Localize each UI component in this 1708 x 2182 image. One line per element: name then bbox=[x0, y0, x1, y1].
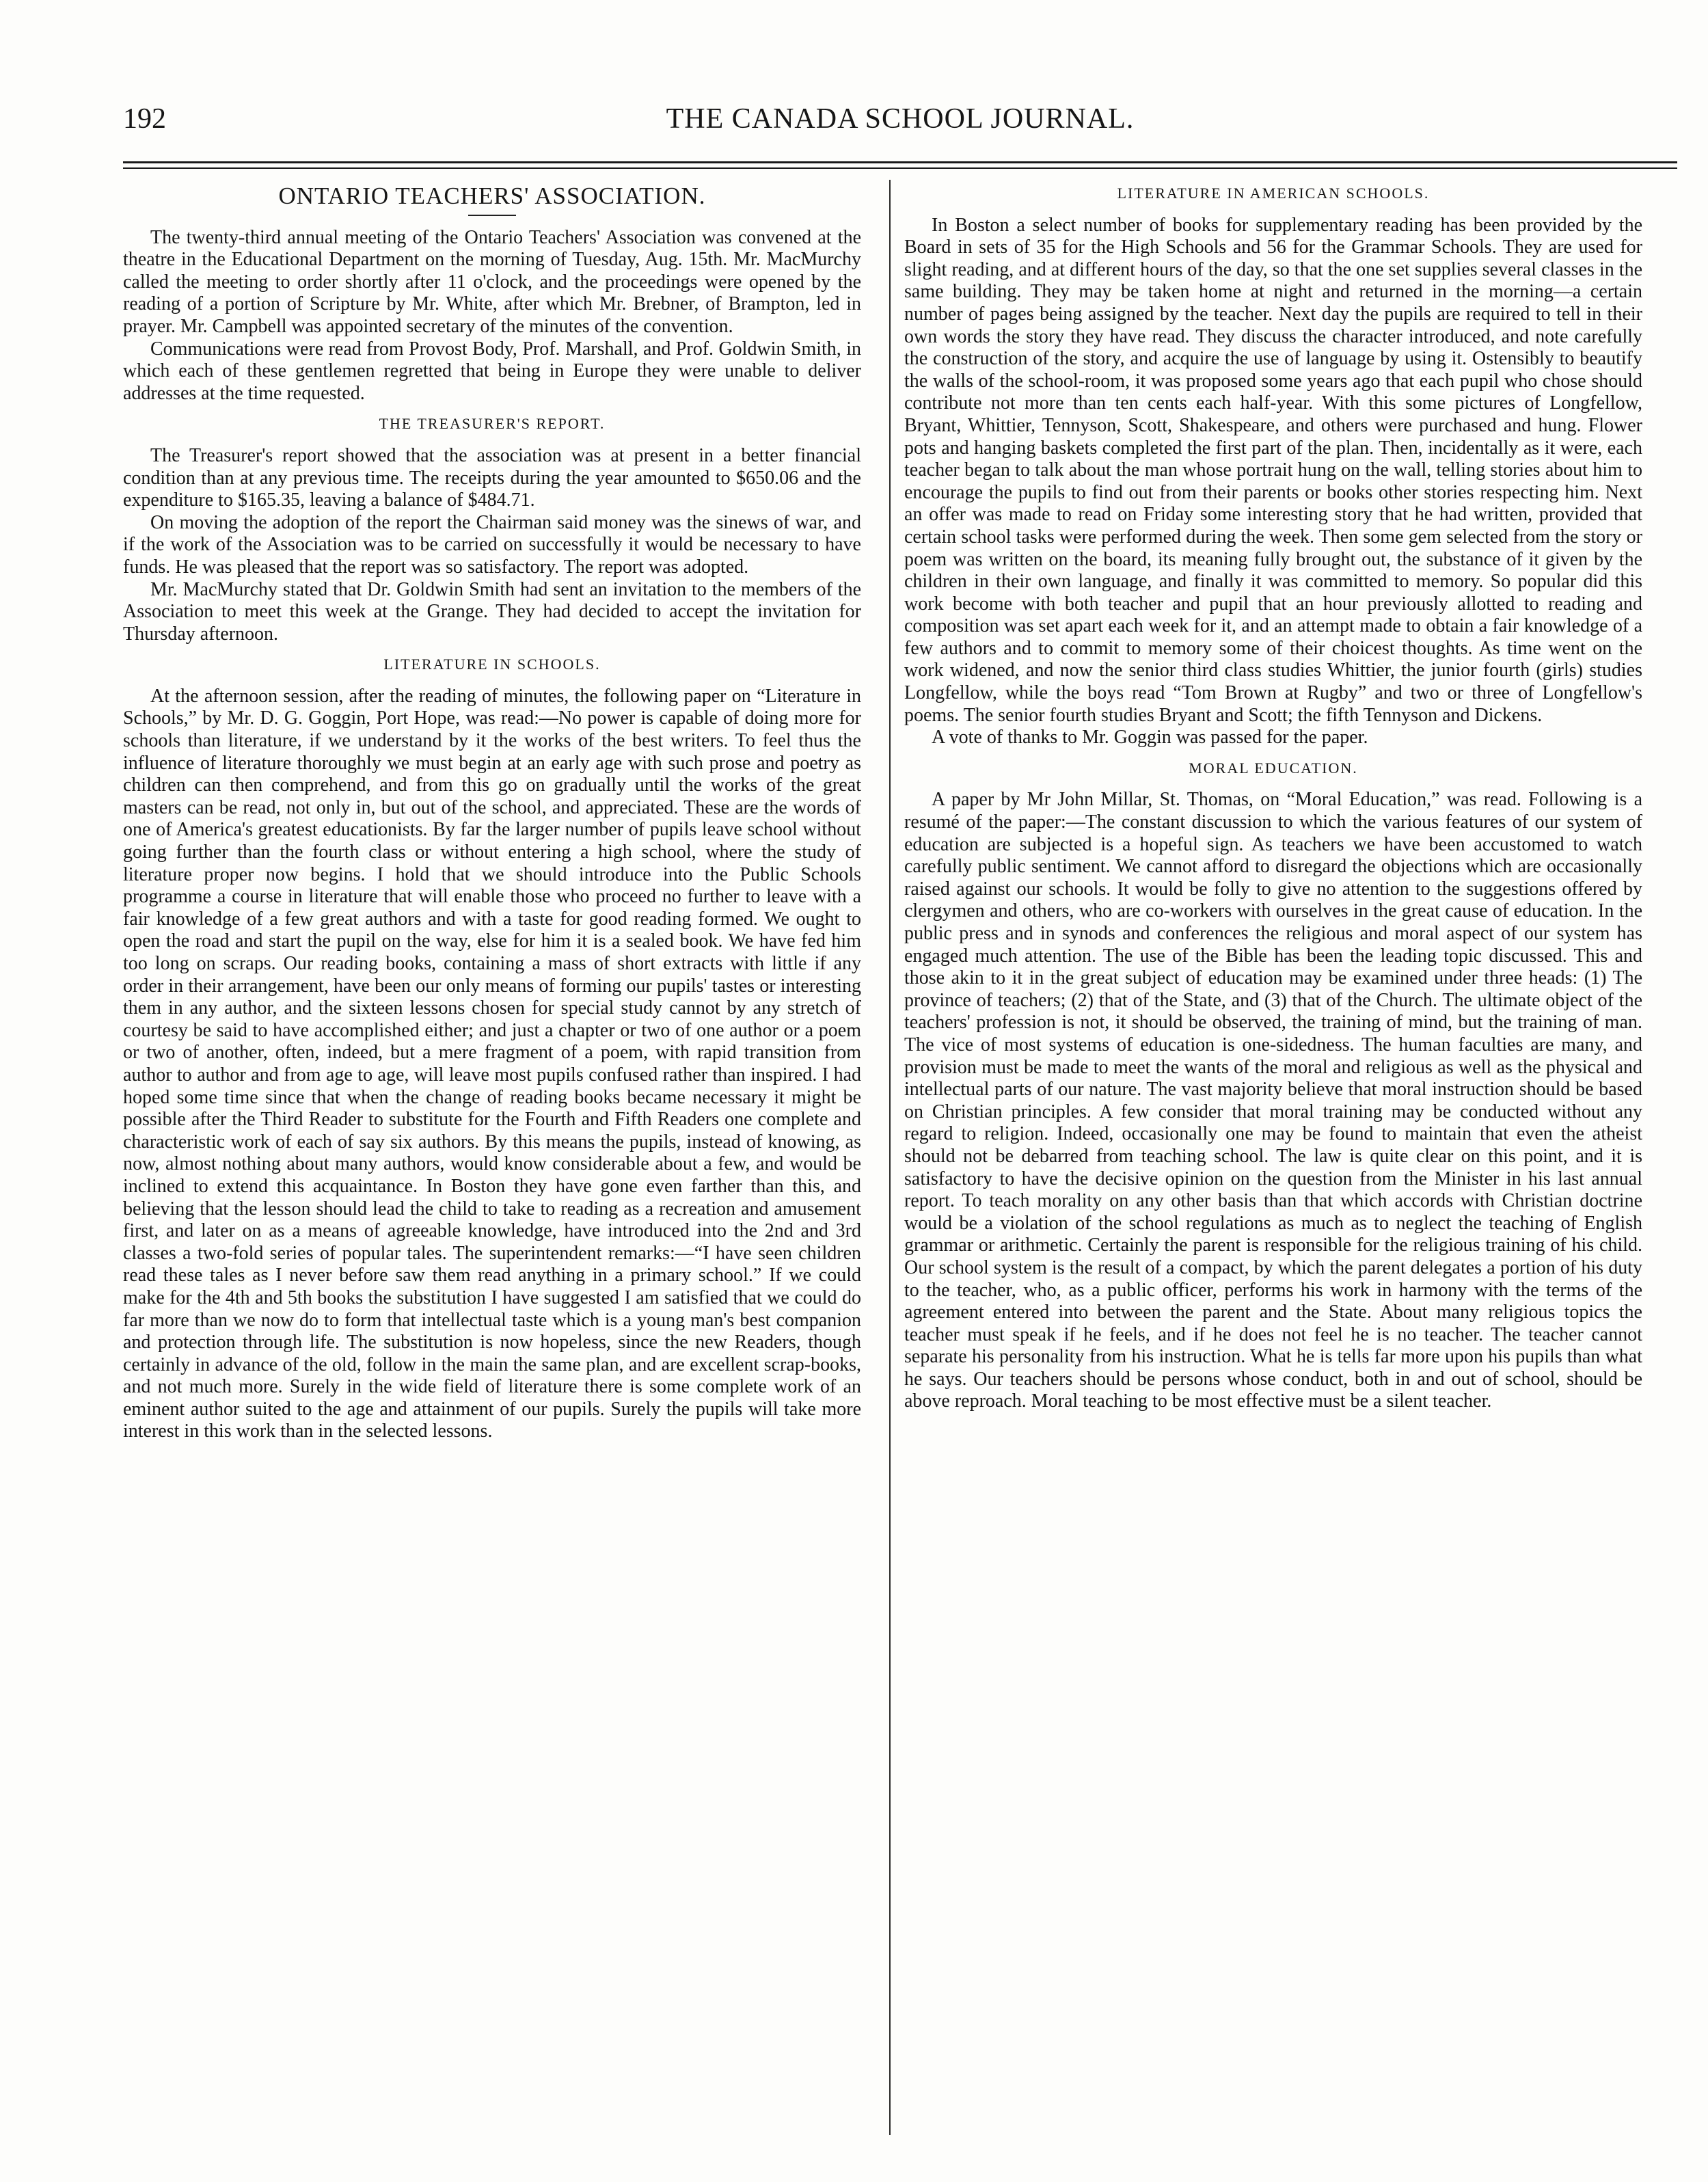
paragraph: At the afternoon session, after the reading of minutes, the following paper on “Literature in Schools,” by Mr. D. G. Goggin, Port Hope, was read:—No power is capable of doing more for schools than literature, if we understand by it the works of the best writers. To feel thus the influence of literature thoroughly we must begin at an early age with such prose and poetry as children can then comprehend, and from this go on gradually until the works of the great masters can be read, not only in, but out of the school, and appreciated. These are the words of one of America's greatest educationists. By far the larger number of pupils leave school without going further than the fourth class or without entering a high school, where the study of literature proper now begins. I hold that we should introduce into the Public Schools programme a course in literature that will enable those who proceed no further to leave with a fair knowledge of a few great authors and with a taste for good reading formed. We ought to open the road and start the pupil on the way, else for him it is a sealed book. We have fed him too long on scraps. Our reading books, containing a mass of short extracts with little if any order in their arrangement, have been our only means of forming our pupils' tastes or interesting them in any author, and the sixteen lessons chosen for special study cannot by any stretch of courtesy be said to have accomplished either; and just a chapter or two of one author or a poem or two of another, often, indeed, but a mere fragment of a poem, with rapid transition from author to author and from age to age, will leave most pupils confused rather than inspired. I had hoped some time since that when the change of reading books became necessary it might be possible after the Third Reader to substitute for the Fourth and Fifth Readers one complete and characteristic work of each of say six authors. By this means the pupils, instead of knowing, as now, almost nothing about many authors, would know considerable about a few, and would be inclined to extend this acquaintance. In Boston they have gone even farther than this, and believing that the lesson should lead the child to take to reading as a recreation and amusement first, and later on as a means of agreeable knowledge, have introduced into the 2nd and 3rd classes a two-fold series of popular tales. The superintendent remarks:—“I have seen children read these tales as I never before saw them read anything in a primary school.” If we could make for the 4th and 5th books the substitution I have suggested I am satisfied that we could do far more than we now do to form that intellectual taste which is a young man's best companion and protection through life. The substitution is now hopeless, since the new Readers, though certainly in advance of the old, follow in the main the same plan, and are excellent scrap-books, and not much more. Surely in the wide field of literature there is some complete work of an eminent author suited to the age and attainment of our pupils. Surely the pupils will take more interest in this work than in the selected lessons. bbox=[123, 685, 861, 1442]
journal-title: THE CANADA SCHOOL JOURNAL. bbox=[666, 103, 1135, 135]
paragraph: Communications were read from Provost Body, Prof. Marshall, and Prof. Goldwin Smith, in which each of these gentlemen regretted that being in Europe they were unable to deliver addresses at the time requested. bbox=[123, 338, 861, 404]
paragraph: The twenty-third annual meeting of the Ontario Teachers' Association was convened at the theatre in the Educational Department on the morning of Tuesday, Aug. 15th. Mr. MacMurchy called the meeting to order shortly after 11 o'clock, and the proceedings were opened by the reading of a portion of Scripture by Mr. White, after which Mr. Brebner, of Brampton, led in prayer. Mr. Campbell was appointed secretary of the minutes of the convention. bbox=[123, 226, 861, 337]
section-heading-american: LITERATURE IN AMERICAN SCHOOLS. bbox=[1117, 185, 1430, 202]
page-number: 192 bbox=[123, 103, 166, 135]
paragraph: A vote of thanks to Mr. Goggin was passed for the paper. bbox=[932, 727, 1368, 749]
section-heading-literature: LITERATURE IN SCHOOLS. bbox=[383, 656, 601, 673]
left-column bbox=[123, 180, 861, 2135]
header-rule-thin bbox=[123, 167, 1677, 169]
article-title: ONTARIO TEACHERS' ASSOCIATION. bbox=[278, 183, 706, 209]
header-rule bbox=[123, 161, 1677, 163]
right-column bbox=[904, 180, 1642, 2135]
article-columns bbox=[123, 180, 1677, 2135]
paragraph: Mr. MacMurchy stated that Dr. Goldwin Smith had sent an invitation to the members of the Association to meet this week at the Grange. They had decided to accept the invitation for Thursday afternoon. bbox=[123, 578, 861, 645]
paragraph: A paper by Mr John Millar, St. Thomas, on “Moral Education,” was read. Following is a resumé of the paper:—The constant discussion to which the various features of our system of education are subjected is a hopeful sign. As teachers we have been accustomed to watch carefully public sentiment. We cannot afford to disregard the objections which are occasionally raised against our schools. It would be folly to give no attention to the suggestions offered by clergymen and others, who are co-workers with ourselves in the great cause of education. In the public press and in synods and conferences the religious and moral aspect of our system has engaged much attention. The use of the Bible has been the leading topic discussed. This and those akin to it in the great subject of education may be examined under three heads: (1) The province of teachers; (2) that of the State, and (3) that of the Church. The ultimate object of the teachers' profession is not, it should be observed, the training of mind, but the training of man. The vice of most systems of education is one-sidedness. The human faculties are many, and provision must be made to meet the wants of the moral and religious as well as the physical and intellectual parts of our nature. The vast majority believe that moral instruction should be based on Christian principles. A few consider that moral training may be conducted without any regard to religion. Indeed, occasionally one may be found to maintain that even the atheist should not be debarred from teaching school. The law is quite clear on this point, and it is satisfactory to have the decisive opinion on the question from the Minister in his last annual report. To teach morality on any other basis than that which accords with Christian doctrine would be a violation of the school regulations as much as to neglect the teaching of English grammar or arithmetic. Certainly the parent is responsible for the religious training of his child. Our school system is the result of a compact, by which the parent delegates a portion of his duty to the teacher, who, as a public officer, performs his work in harmony with the terms of the agreement entered into between the parent and the State. About many religious topics the teacher must speak if he feels, and if he does not feel he is no teacher. The teacher cannot separate his personality from his instruction. What he is tells far more upon his pupils than what he says. Our teachers should be persons whose conduct, both in and out of school, should be above reproach. Moral teaching to be most effective must be a silent teacher. bbox=[904, 789, 1642, 1412]
section-heading-treasurer: THE TREASURER'S REPORT. bbox=[379, 415, 606, 433]
masthead bbox=[123, 103, 1677, 141]
paragraph: The Treasurer's report showed that the association was at present in a better financial condition than at any previous time. The receipts during the year amounted to $650.06 and the expenditure to $165.35, leaving a balance of $484.71. bbox=[123, 444, 861, 511]
paragraph: In Boston a select number of books for supplementary reading has been provided by the Board in sets of 35 for the High Schools and 56 for the Grammar Schools. They are used for slight reading, and at different hours of the day, so that the one set supplies several classes in the same building. They may be taken home at night and returned in the morning—a certain number of pages being assigned by the teacher. Next day the pupils are required to tell in their own words the story they have read. They discuss the character introduced, and note carefully the construction of the story, and acquire the use of language by using it. Ostensibly to beautify the walls of the school-room, it was proposed some years ago that each pupil who chose should contribute not more than ten cents each half-year. With this some pictures of Longfellow, Bryant, Whittier, Tennyson, Scott, Shakespeare, and others were purchased and hung. Flower pots and hanging baskets completed the first part of the plan. Then, incidentally as it were, each teacher began to talk about the man whose portrait hung on the wall, telling stories about him to encourage the pupils to find out from their parents or books other stories respecting him. Next an offer was made to read on Friday some interesting story that he had written, provided that certain school tasks were performed during the week. Then some gem selected from the story or poem was written on the board, its meaning fully brought out, the substance of it given by the children in their own language, and finally it was committed to memory. So popular did this work become with both teacher and pupil that an hour previously allotted to reading and composition was set apart each week for it, and an attempt made to obtain a fair knowledge of a few authors and to commit to memory some of their choicest thoughts. As time went on the work widened, and now the senior third class studies Whittier, the junior fourth (girls) studies Longfellow, while the boys read “Tom Brown at Rugby” and two or three of Longfellow's poems. The senior fourth studies Bryant and Scott; the fifth Tennyson and Dickens. bbox=[904, 214, 1642, 726]
paragraph: On moving the adoption of the report the Chairman said money was the sinews of war, and if the work of the Association was to be carried on successfully it would be necessary to have funds. He was pleased that the report was so satisfactory. The report was adopted. bbox=[123, 511, 861, 578]
column-divider bbox=[889, 180, 891, 2135]
section-heading-moral: MORAL EDUCATION. bbox=[1189, 759, 1358, 777]
title-divider bbox=[468, 215, 516, 216]
